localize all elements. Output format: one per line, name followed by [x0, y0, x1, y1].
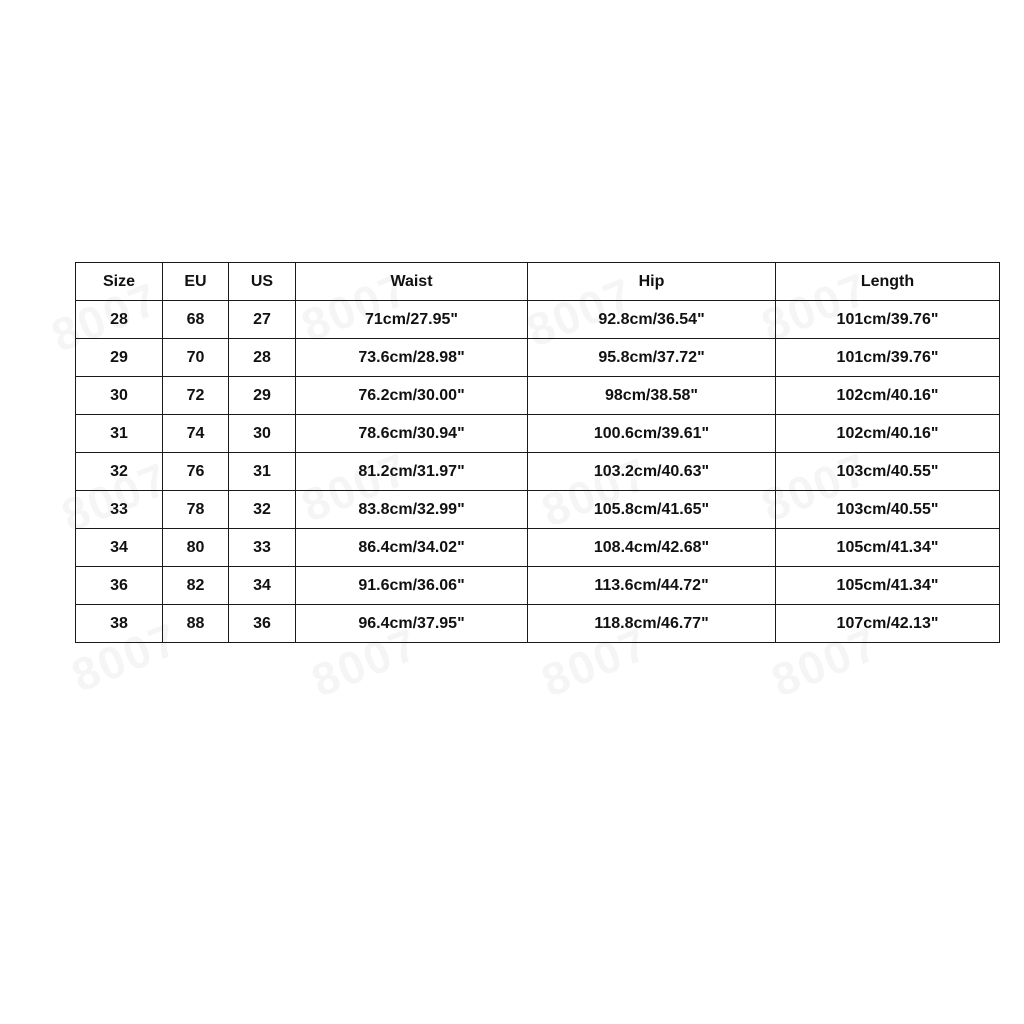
cell-size: 29	[76, 339, 163, 377]
header-hip: Hip	[528, 263, 776, 301]
table-row	[76, 339, 1000, 377]
cell-hip: 118.8cm/46.77"	[528, 605, 776, 643]
cell-hip: 108.4cm/42.68"	[528, 529, 776, 567]
cell-length: 107cm/42.13"	[776, 605, 1000, 643]
cell-us: 31	[229, 453, 296, 491]
cell-eu: 74	[163, 415, 229, 453]
cell-us: 32	[229, 491, 296, 529]
table-row	[76, 491, 1000, 529]
table-row	[76, 453, 1000, 491]
header-waist: Waist	[296, 263, 528, 301]
cell-waist: 83.8cm/32.99"	[296, 491, 528, 529]
header-length: Length	[776, 263, 1000, 301]
header-size: Size	[76, 263, 163, 301]
cell-eu: 88	[163, 605, 229, 643]
cell-waist: 96.4cm/37.95"	[296, 605, 528, 643]
table-row	[76, 605, 1000, 643]
cell-eu: 80	[163, 529, 229, 567]
cell-eu: 70	[163, 339, 229, 377]
cell-length: 102cm/40.16"	[776, 415, 1000, 453]
cell-length: 103cm/40.55"	[776, 491, 1000, 529]
cell-us: 29	[229, 377, 296, 415]
cell-size: 32	[76, 453, 163, 491]
cell-us: 28	[229, 339, 296, 377]
cell-eu: 78	[163, 491, 229, 529]
cell-length: 102cm/40.16"	[776, 377, 1000, 415]
cell-size: 28	[76, 301, 163, 339]
cell-hip: 103.2cm/40.63"	[528, 453, 776, 491]
header-us: US	[229, 263, 296, 301]
cell-size: 31	[76, 415, 163, 453]
cell-hip: 100.6cm/39.61"	[528, 415, 776, 453]
size-chart-table	[75, 262, 1000, 643]
table-row	[76, 415, 1000, 453]
cell-hip: 98cm/38.58"	[528, 377, 776, 415]
cell-length: 101cm/39.76"	[776, 301, 1000, 339]
table-row	[76, 567, 1000, 605]
cell-length: 105cm/41.34"	[776, 567, 1000, 605]
cell-length: 105cm/41.34"	[776, 529, 1000, 567]
table-row	[76, 301, 1000, 339]
cell-us: 30	[229, 415, 296, 453]
cell-hip: 113.6cm/44.72"	[528, 567, 776, 605]
cell-size: 34	[76, 529, 163, 567]
cell-waist: 76.2cm/30.00"	[296, 377, 528, 415]
cell-hip: 105.8cm/41.65"	[528, 491, 776, 529]
table-header-row	[76, 263, 1000, 301]
cell-us: 33	[229, 529, 296, 567]
cell-waist: 73.6cm/28.98"	[296, 339, 528, 377]
cell-size: 36	[76, 567, 163, 605]
cell-us: 34	[229, 567, 296, 605]
cell-waist: 71cm/27.95"	[296, 301, 528, 339]
table-row	[76, 377, 1000, 415]
cell-waist: 81.2cm/31.97"	[296, 453, 528, 491]
cell-length: 101cm/39.76"	[776, 339, 1000, 377]
cell-waist: 78.6cm/30.94"	[296, 415, 528, 453]
cell-eu: 68	[163, 301, 229, 339]
table-row	[76, 529, 1000, 567]
header-eu: EU	[163, 263, 229, 301]
cell-eu: 76	[163, 453, 229, 491]
cell-eu: 82	[163, 567, 229, 605]
cell-eu: 72	[163, 377, 229, 415]
cell-us: 27	[229, 301, 296, 339]
cell-length: 103cm/40.55"	[776, 453, 1000, 491]
cell-us: 36	[229, 605, 296, 643]
cell-size: 33	[76, 491, 163, 529]
cell-hip: 95.8cm/37.72"	[528, 339, 776, 377]
cell-size: 30	[76, 377, 163, 415]
cell-waist: 86.4cm/34.02"	[296, 529, 528, 567]
cell-hip: 92.8cm/36.54"	[528, 301, 776, 339]
cell-size: 38	[76, 605, 163, 643]
cell-waist: 91.6cm/36.06"	[296, 567, 528, 605]
